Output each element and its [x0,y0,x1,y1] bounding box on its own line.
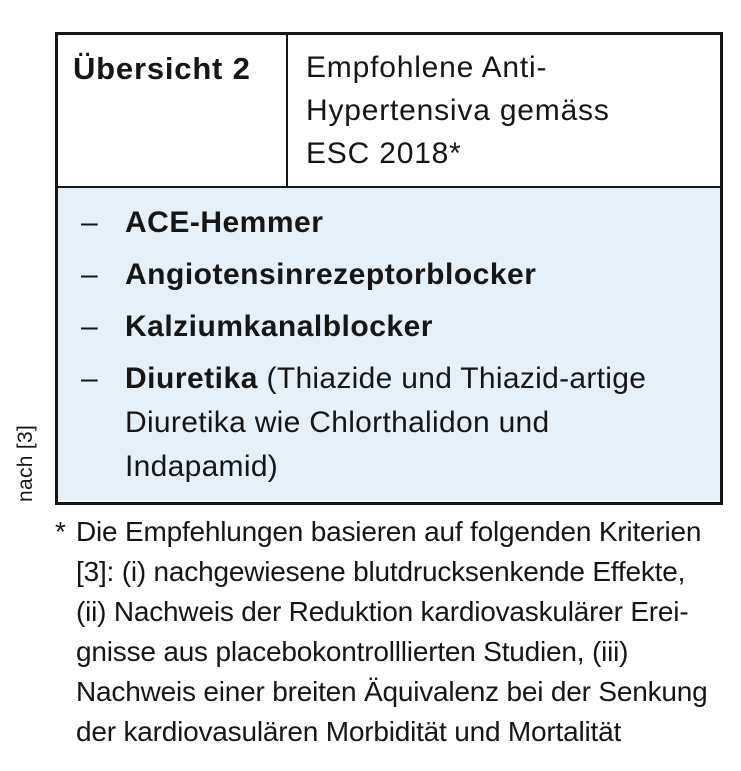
list-item [81,305,706,349]
footnote [55,512,727,752]
list-item-text [125,253,706,297]
dash-bullet: – [81,362,99,395]
drug-class-detail: (Thiazide und Thiazid-artige Diuretika wie Chlorthalidon und Indapamid) [125,362,647,483]
overview-label-cell [58,35,288,186]
footnote-line: Nachweis einer breiten Äquivalenz bei der Senkung [76,676,708,707]
footnote-asterisk: * [55,516,66,547]
source-note-vertical: nach [3] [14,424,37,502]
drug-class-name: ACE-Hemmer [125,206,324,239]
dash-bullet: – [81,206,99,239]
footnote-line: [3]: (i) nachgewiesene blutdrucksenkende Effekte, [76,556,686,587]
overview-table [55,32,723,505]
overview-header-row [58,35,720,186]
footnote-line: Die Empfehlungen basieren auf folgenden Kriterien [76,516,702,547]
drug-class-name: Angiotensinrezeptorblocker [125,258,537,291]
list-item-text [125,305,706,349]
dash-bullet: – [81,258,99,291]
list-item [81,253,706,297]
drug-class-name: Kalziumkanalblocker [125,310,433,343]
overview-title-cell [288,35,720,186]
footnote-line: (ii) Nachweis der Reduktion kardiovaskulärer Erei- [76,596,689,627]
dash-bullet: – [81,310,99,343]
list-item-text [125,201,706,245]
overview-body [58,186,720,500]
overview-title-line: Empfohlene Anti- [306,51,548,84]
list-item [81,357,706,489]
footnote-line: gnisse aus placebokontrolllierten Studien, (iii) [76,636,629,667]
list-item [81,201,706,245]
overview-label: Übersicht 2 [73,51,251,86]
overview-title-line: Hypertensiva gemäss [306,94,610,127]
list-item-text [125,357,706,489]
overview-title-line: ESC 2018* [306,137,462,170]
drug-class-name: Diuretika [125,362,258,395]
footnote-line: der kardiovasulären Morbidität und Mortalität [76,716,622,747]
